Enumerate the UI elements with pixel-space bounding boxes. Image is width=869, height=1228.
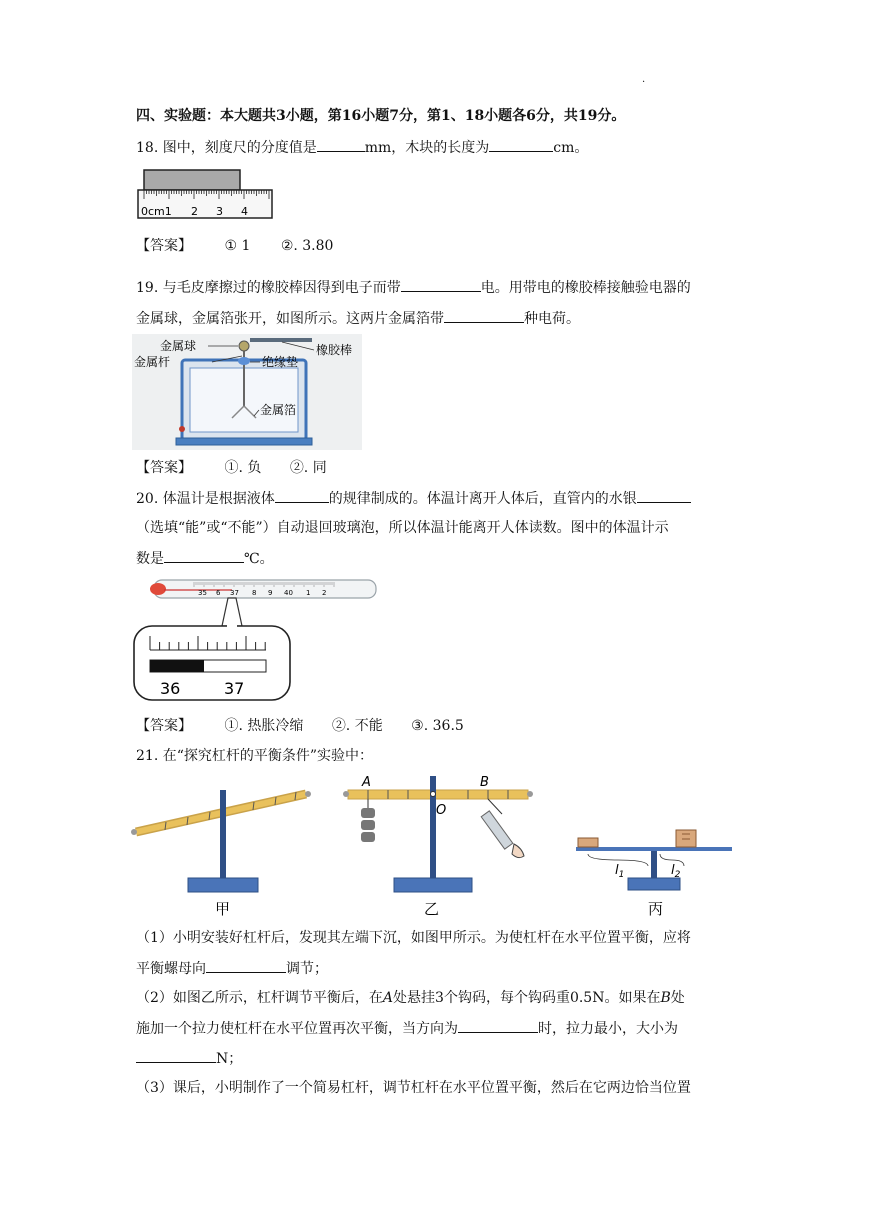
electroscope-figure [132, 334, 362, 450]
q19-text-3: 金属球，金属箔张开，如图所示。这两片金属箔带 [136, 311, 444, 327]
label-b: B [480, 775, 489, 790]
simple-lever-pole [651, 851, 657, 881]
q20-text-4: ℃。 [244, 551, 274, 567]
scale-2: 2 [322, 589, 327, 597]
q21-text-1: 平衡螺母向 [136, 961, 206, 977]
scale-8: 8 [252, 589, 257, 597]
q21-blank-1[interactable] [206, 958, 286, 973]
lever-figure-a [131, 790, 311, 892]
q19-text-4: 种电荷。 [524, 311, 580, 327]
caption-yi: 乙 [424, 900, 440, 918]
q19-answer [136, 458, 327, 478]
thermometer-tube [154, 580, 376, 598]
q21-text-4: 处悬挂3个钩码，每个钩码重0.5N。如果在 [393, 990, 661, 1006]
simple-lever-base [628, 878, 680, 890]
hand [512, 844, 524, 858]
q21-part-1-line-1: （1）小明安装好杠杆后，发现其左端下沉，如图甲所示。为使杠杆在水平位置平衡，应将 [136, 930, 691, 946]
q19-answer-1: ①. 负 [224, 460, 262, 476]
ruler-label-4: 4 [241, 205, 248, 218]
q21-text-6: 施加一个拉力使杠杆在水平位置再次平衡，当方向为 [136, 1021, 458, 1037]
scale-35: 35 [198, 589, 207, 597]
question-20-line-3 [136, 548, 274, 569]
stack-left [578, 838, 598, 847]
q21-blank-3[interactable] [136, 1048, 216, 1063]
label-metal-ball: 金属球 [160, 339, 197, 353]
q21-text-8: N； [216, 1051, 243, 1067]
scale-37: 37 [230, 589, 239, 597]
section-title: 四、实验题：本大题共3小题，第16小题7分，第1、18小题各6分，共19分。 [136, 108, 626, 124]
insulating-pad [238, 357, 250, 365]
stand-base-b [394, 878, 472, 892]
wood-block [144, 170, 240, 190]
caption-jia: 甲 [215, 900, 231, 918]
zoom-label-36: 36 [160, 679, 181, 698]
q19-answer-2: ②. 同 [289, 460, 327, 476]
simple-lever-bar [576, 847, 732, 851]
label-a: A [362, 775, 371, 790]
q19-blank-2[interactable] [444, 308, 524, 323]
q20-answer-3: ③. 36.5 [411, 718, 464, 734]
zoom-label-37: 37 [224, 679, 245, 698]
scale-40: 40 [284, 589, 293, 597]
q21-point-b: B [660, 990, 671, 1006]
q21-text-3: （2）如图乙所示，杠杆调节平衡后，在 [136, 990, 383, 1006]
q21-point-a: A [382, 990, 394, 1006]
q19-text-1: 19. 与毛皮摩擦过的橡胶棒因得到电子而带 [136, 280, 401, 296]
q21-part-2-line-3 [136, 1048, 242, 1069]
q20-text-3: 数是 [136, 551, 164, 567]
q19-blank-1[interactable] [401, 277, 481, 292]
metal-ball [239, 341, 249, 351]
q18-text-pre: 18. 图中，刻度尺的分度值是 [136, 140, 317, 156]
scale-1: 1 [306, 589, 311, 597]
hook-weight-3 [361, 832, 375, 842]
q21-part-1-line-2 [136, 958, 328, 979]
q18-text-post: cm。 [553, 140, 589, 156]
question-19-line-2 [136, 308, 580, 329]
lever-figure-c [576, 830, 732, 890]
answer-label: 【答案】 [136, 238, 192, 254]
q20-answer-1: ①. 热胀冷缩 [224, 718, 304, 734]
scale-9: 9 [268, 589, 273, 597]
hook-weight-1 [361, 808, 375, 818]
label-l2: $l_2$ [671, 863, 681, 880]
q21-blank-2[interactable] [458, 1018, 538, 1033]
label-insulating-pad: 绝缘垫 [262, 355, 299, 369]
q21-part-3-line-1: （3）课后，小明制作了一个简易杠杆，调节杠杆在水平位置平衡，然后在它两边恰当位置 [136, 1080, 691, 1096]
question-18 [136, 137, 588, 158]
q20-answer-2: ②. 不能 [331, 718, 383, 734]
question-20-line-2: （选填“能”或“不能”）自动退回玻璃泡，所以体温计能离开人体读数。图中的体温计示 [136, 520, 669, 536]
label-metal-rod: 金属杆 [134, 355, 171, 369]
label-metal-foil: 金属箔 [260, 403, 297, 417]
answer-label: 【答案】 [136, 460, 192, 476]
lever-bar-b [348, 790, 528, 799]
q20-blank-3[interactable] [164, 548, 244, 563]
lever-figure-b [343, 775, 533, 892]
q18-blank-2[interactable] [489, 137, 553, 152]
spring-scale [481, 811, 513, 849]
header-dot: . [642, 74, 646, 85]
callout-pointer [222, 598, 242, 626]
q20-blank-2[interactable] [637, 488, 691, 503]
q18-answer [136, 236, 333, 256]
label-o: O [436, 803, 447, 818]
label-l1: $l_1$ [615, 863, 625, 880]
q21-text-2: 调节； [286, 961, 328, 977]
answer-label: 【答案】 [136, 718, 192, 734]
zoom-mercury [150, 660, 204, 672]
q20-blank-1[interactable] [275, 488, 329, 503]
q18-answer-2: ②. 3.80 [280, 238, 334, 254]
ruler-label-0: 0cm1 [141, 205, 172, 218]
electroscope-base [176, 438, 312, 445]
stand-pole-a [220, 790, 226, 882]
lever-figures [130, 770, 740, 920]
q18-text-mid: mm，木块的长度为 [364, 140, 490, 156]
ruler-figure [136, 168, 276, 222]
ruler-label-2: 2 [191, 205, 198, 218]
q21-text-7: 时，拉力最小，大小为 [538, 1021, 678, 1037]
caption-bing: 丙 [648, 900, 664, 918]
q21-part-2-line-1 [136, 988, 685, 1008]
question-19-line-1 [136, 277, 691, 298]
ruler-label-3: 3 [216, 205, 223, 218]
q18-answer-1: ① 1 [224, 238, 251, 254]
case-knob [179, 426, 185, 432]
label-rubber-rod: 橡胶棒 [316, 343, 353, 357]
q20-text-2: 的规律制成的。体温计离开人体后，直管内的水银 [328, 491, 637, 507]
q20-text-1: 20. 体温计是根据液体 [136, 491, 275, 507]
stand-base-a [188, 878, 258, 892]
q19-text-2: 电。用带电的橡胶棒接触验电器的 [480, 280, 691, 296]
thermometer-figure [132, 574, 382, 704]
q21-part-2-line-2 [136, 1018, 678, 1039]
q21-text-5: 处 [670, 990, 685, 1006]
question-21-title: 21. 在“探究杠杆的平衡条件”实验中： [136, 748, 374, 764]
scale-6: 6 [216, 589, 221, 597]
thermometer-bulb [150, 583, 166, 595]
q18-blank-1[interactable] [317, 137, 365, 152]
question-20-line-1 [136, 488, 691, 509]
hook-weight-2 [361, 820, 375, 830]
q20-answer [136, 716, 464, 736]
